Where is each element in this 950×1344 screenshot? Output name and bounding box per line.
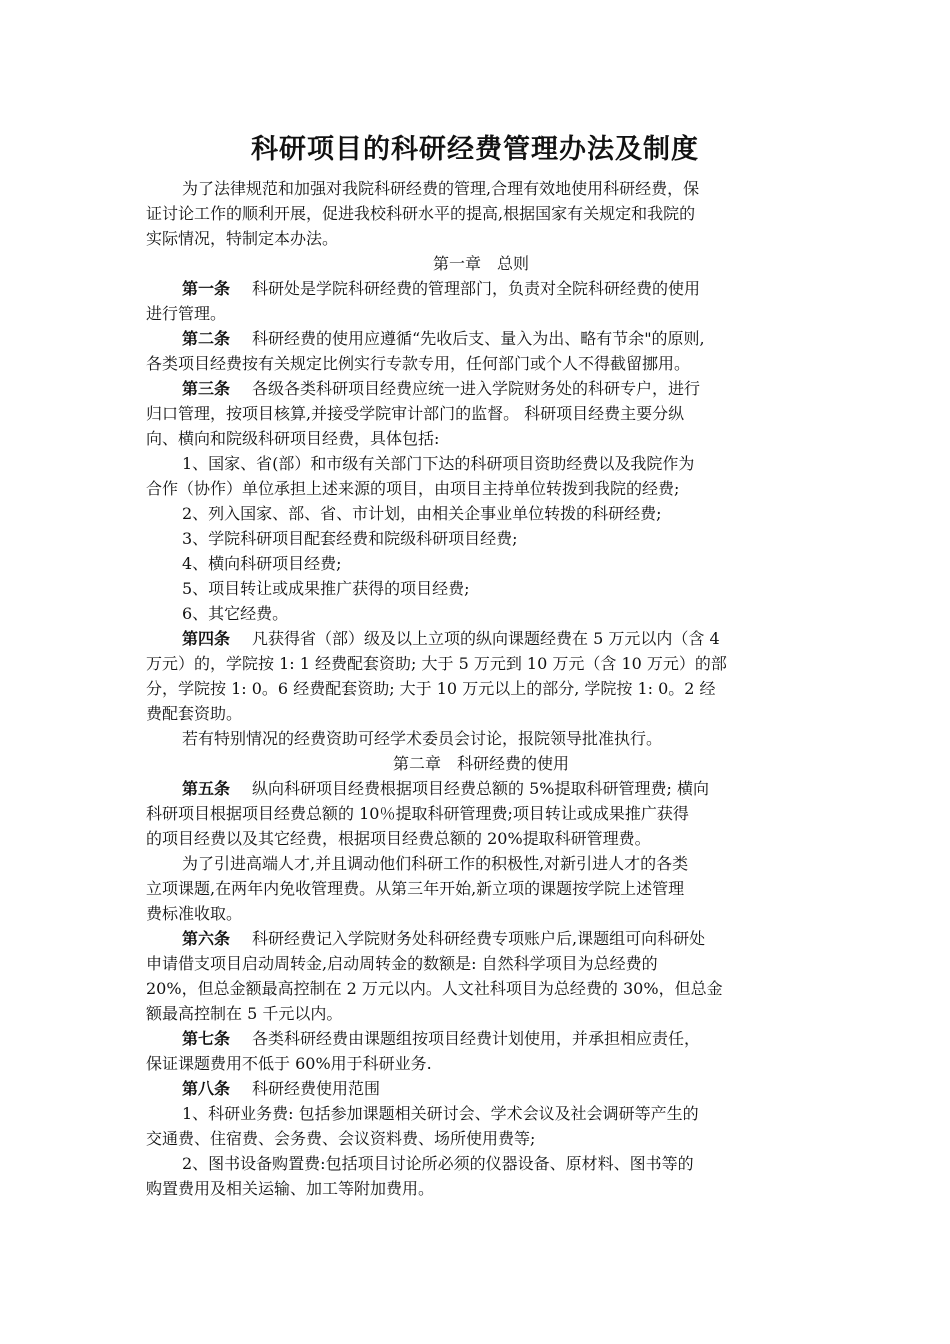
article-1 (146, 276, 816, 301)
list-item: 3、学院科研项目配套经费和院级科研项目经费; (182, 529, 518, 548)
intro-line: 为了法律规范和加强对我院科研经费的管理,合理有效地使用科研经费，保 (182, 179, 700, 198)
article-label: 第一条 (182, 279, 231, 298)
article-8 (146, 1076, 816, 1101)
intro-line: 实际情况，特制定本办法。 (146, 229, 339, 248)
article-line: 20%，但总金额最高控制在 2 万元以内。人文社科项目为总经费的 30%，但总金 (146, 979, 723, 998)
list-item: 合作（协作）单位承担上述来源的项目，由项目主持单位转拨到我院的经费; (146, 479, 680, 498)
article-4 (146, 626, 816, 651)
article-note: 为了引进高端人才,并且调动他们科研工作的积极性,对新引进人才的各类 (182, 854, 689, 873)
article-note: 若有特别情况的经费资助可经学术委员会讨论，报院领导批准执行。 (182, 729, 663, 748)
article-line: 科研项目根据项目经费总额的 10％提取科研管理费;项目转让或成果推广获得 (146, 804, 689, 823)
article-note: 费标准收取。 (146, 904, 243, 923)
article-7 (146, 1026, 816, 1051)
article-label: 第五条 (182, 779, 231, 798)
article-line: 申请借支项目启动周转金,启动周转金的数额是: 自然科学项目为总经费的 (146, 954, 658, 973)
article-text: 纵向科研项目经费根据项目经费总额的 5%提取科研管理费; 横向 (252, 779, 709, 798)
article-line: 归口管理，按项目核算,并接受学院审计部门的监督。 科研项目经费主要分纵 (146, 404, 685, 423)
article-line: 费配套资助。 (146, 704, 243, 723)
article-label: 第八条 (182, 1079, 231, 1098)
intro-line: 证讨论工作的顺利开展，促进我校科研水平的提高,根据国家有关规定和我院的 (146, 204, 696, 223)
list-item: 交通费、住宿费、会务费、会议资料费、场所使用费等; (146, 1129, 536, 1148)
article-label: 第七条 (182, 1029, 231, 1048)
document-title: 科研项目的科研经费管理办法及制度 (251, 134, 699, 165)
article-text: 各级各类科研项目经费应统一进入学院财务处的科研专户，进行 (252, 379, 701, 398)
article-3 (146, 376, 816, 401)
chapter-heading: 第一章 总则 (432, 254, 529, 273)
list-item: 6、其它经费。 (182, 604, 289, 623)
article-line: 进行管理。 (146, 304, 227, 323)
article-text: 科研经费使用范围 (252, 1079, 381, 1098)
list-item: 1、科研业务费: 包括参加课题相关研讨会、学术会议及社会调研等产生的 (182, 1104, 699, 1123)
article-label: 第三条 (182, 379, 231, 398)
article-line: 额最高控制在 5 千元以内。 (146, 1004, 343, 1023)
article-text: 科研经费的使用应遵循“先收后支、量入为出、略有节余"的原则, (252, 329, 705, 348)
article-label: 第六条 (182, 929, 231, 948)
list-item: 购置费用及相关运输、加工等附加费用。 (146, 1179, 435, 1198)
article-5 (146, 776, 816, 801)
article-line: 分，学院按 1: 0。6 经费配套资助; 大于 10 万元以上的部分, 学院按 1: 0。2 经 (146, 679, 716, 698)
article-line: 向、横向和院级科研项目经费，具体包括: (146, 429, 440, 448)
article-label: 第四条 (182, 629, 231, 648)
list-item: 4、横向科研项目经费; (182, 554, 342, 573)
article-line: 保证课题费用不低于 60%用于科研业务. (146, 1054, 432, 1073)
list-item: 1、国家、省(部）和市级有关部门下达的科研项目资助经费以及我院作为 (182, 454, 695, 473)
article-line: 各类项目经费按有关规定比例实行专款专用，任何部门或个人不得截留挪用。 (146, 354, 691, 373)
chapter-heading: 第二章 科研经费的使用 (392, 754, 569, 773)
article-text: 各类科研经费由课题组按项目经费计划使用，并承担相应责任， (252, 1029, 701, 1048)
article-label: 第二条 (182, 329, 231, 348)
article-line: 的项目经费以及其它经费，根据项目经费总额的 20%提取科研管理费。 (146, 829, 651, 848)
list-item: 2、图书设备购置费:包括项目讨论所必须的仪器设备、原材料、图书等的 (182, 1154, 694, 1173)
list-item: 2、列入国家、部、省、市计划，由相关企事业单位转拨的科研经费; (182, 504, 662, 523)
article-note: 立项课题,在两年内免收管理费。从第三年开始,新立项的课题按学院上述管理 (146, 879, 685, 898)
article-2 (146, 326, 816, 351)
article-text: 科研经费记入学院财务处科研经费专项账户后,课题组可向科研处 (252, 929, 706, 948)
article-line: 万元）的，学院按 1: 1 经费配套资助; 大于 5 万元到 10 万元（含 10 万元）的部 (146, 654, 727, 673)
article-text: 凡获得省（部）级及以上立项的纵向课题经费在 5 万元以内（含 4 (252, 629, 720, 648)
list-item: 5、项目转让或成果推广获得的项目经费; (182, 579, 470, 598)
article-6 (146, 926, 816, 951)
document-body (146, 176, 816, 1201)
article-text: 科研处是学院科研经费的管理部门，负责对全院科研经费的使用 (252, 279, 701, 298)
